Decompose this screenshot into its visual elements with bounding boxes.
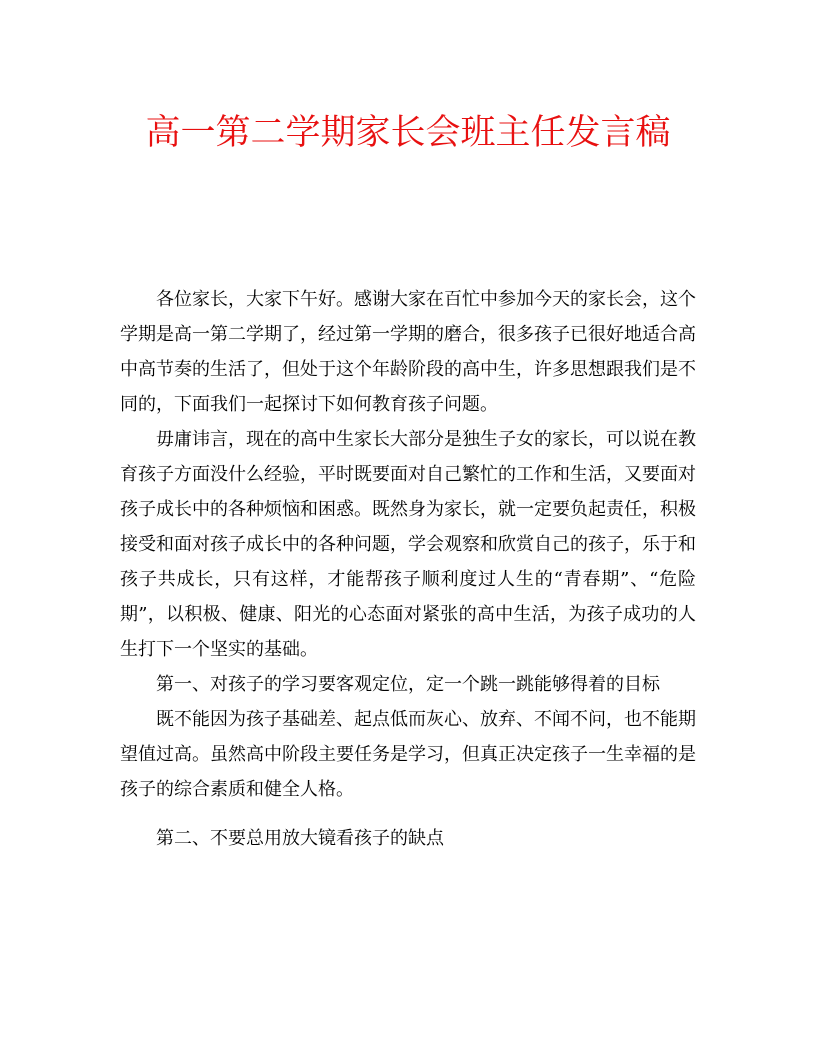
section-heading-second: 第二、不要总用放大镜看孩子的缺点 (156, 828, 444, 849)
document-title: 高一第二学期家长会班主任发言稿 (145, 113, 671, 153)
paragraph-greeting: 各位家长，大家下午好。感谢大家在百忙中参加今天的家长会，这个学期是高一第二学期了，经过第一学期的磨合，很多孩子已很好地适合高中高节奏的生活了，但处于这个年龄阶段的高中生，许多思想跟我们是不同的，下面我们一起探讨下如何教育孩子问题。 (120, 289, 696, 415)
paragraph-learning-goal: 既不能因为孩子基础差、起点低而灰心、放弃、不闻不问，也不能期望值过高。虽然高中阶段主要任务是学习，但真正决定孩子一生幸福的是孩子的综合素质和健全人格。 (120, 709, 696, 800)
paragraph-parent-responsibility: 毋庸讳言，现在的高中生家长大部分是独生子女的家长，可以说在教育孩子方面没什么经验，平时既要面对自己繁忙的工作和生活，又要面对孩子成长中的各种烦恼和困惑。既然身为家长，就一定要负起责任，积极接受和面对孩子成长中的各种问题，学会观察和欣赏自己的孩子，乐于和孩子共成长，只有这样，才能帮孩子顺利度过人生的“青春期”、“危险期”，以积极、健康、阳光的心态面对紧张的高中生活，为孩子成功的人生打下一个坚实的基础。 (120, 429, 696, 660)
document-body (120, 282, 696, 856)
section-heading-first: 第一、对孩子的学习要客观定位，定一个跳一跳能够得着的目标 (156, 674, 660, 695)
